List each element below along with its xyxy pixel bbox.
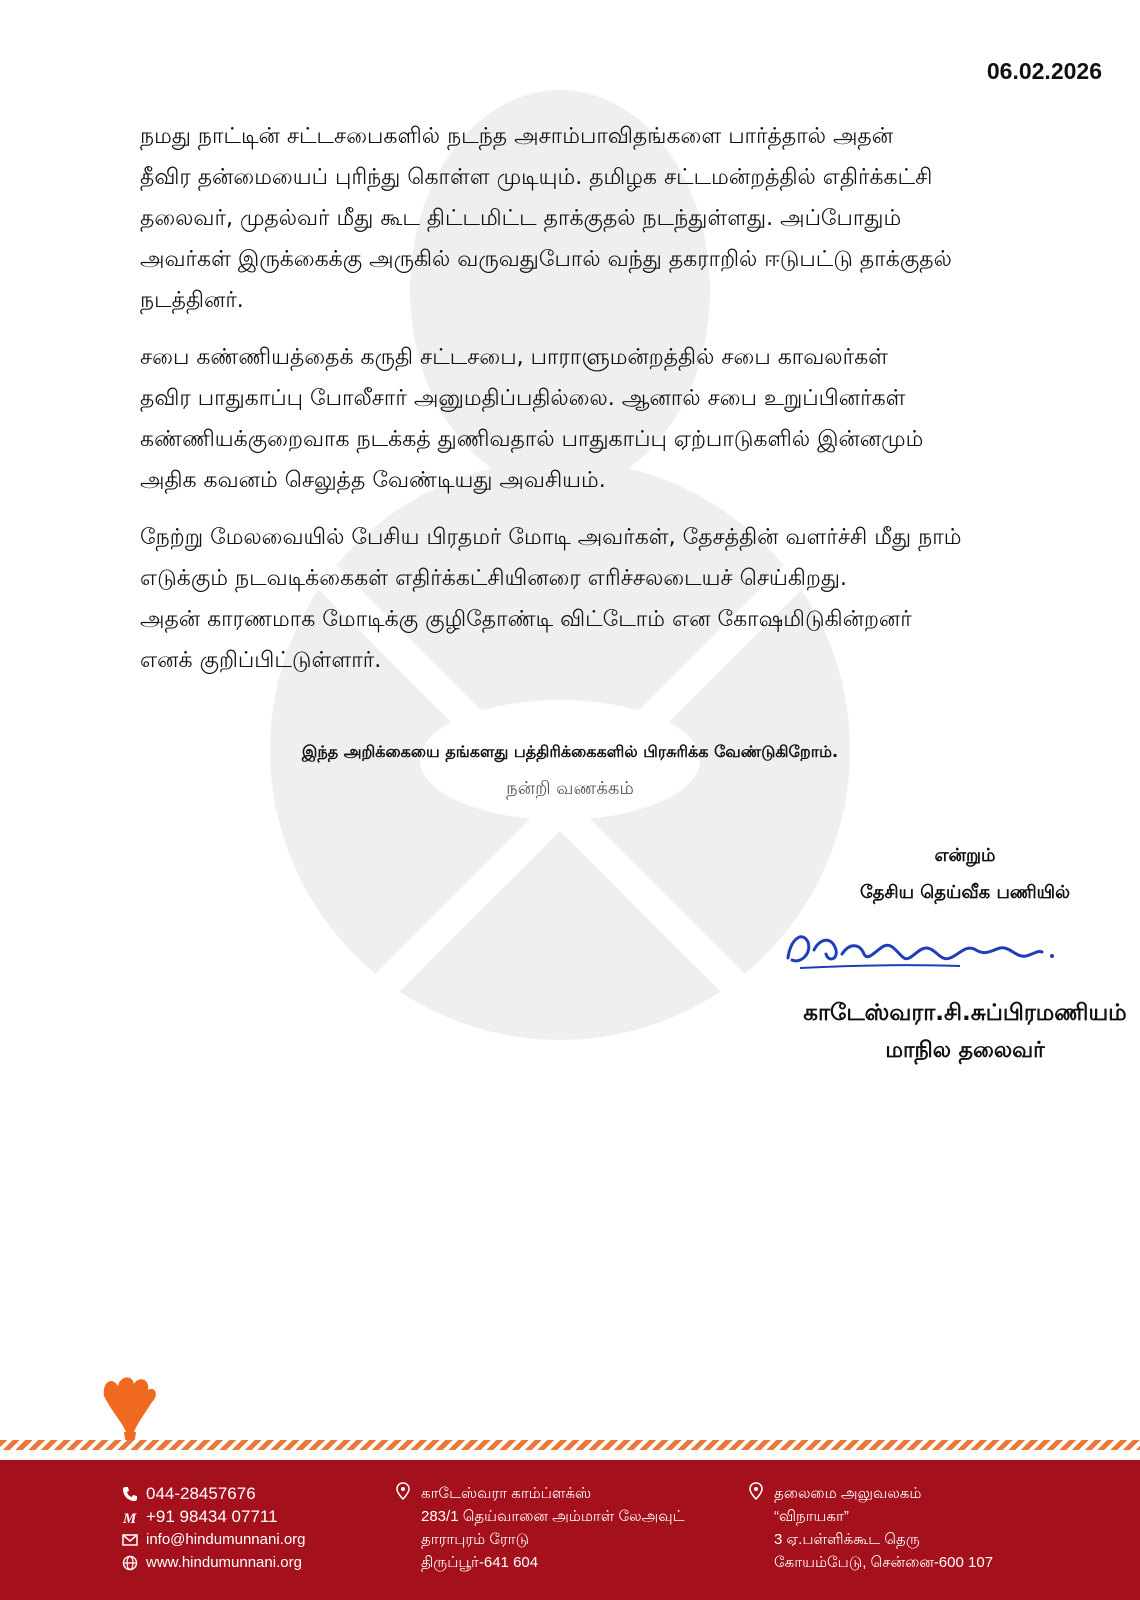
paragraph-2: சபை கண்ணியத்தைக் கருதி சட்டசபை, பாராளுமன்றத்தில் சபை காவலர்கள் தவிர பாதுகாப்பு போலீசார் அனுமதிப்பதில்லை. ஆனால் சபை உறுப்பினர்கள் கண்ணியக்குறைவாக நடக்கத் துணிவதால் பாதுகாப்பு ஏற்பாடுகளில் இன்னமும் அதிக கவனம் செலுத்த வேண்டியது அவசியம். <box>140 345 924 493</box>
mobile-row <box>122 1505 306 1528</box>
press-release-body <box>140 116 1100 697</box>
address1-line-1: காடேஸ்வரா காம்ப்ளக்ஸ் <box>421 1485 592 1502</box>
paragraph-1: நமது நாட்டின் சட்டசபைகளில் நடந்த அசாம்பாவிதங்களை பார்த்தால் அதன் தீவிர தன்மையைப் புரிந்து கொள்ள முடியும். தமிழக சட்டமன்றத்தில் எதிர்க்கட்சி தலைவர், முதல்வர் மீது கூட திட்டமிட்ட தாக்குதல் நடந்துள்ளது. அப்போதும் அவர்கள் இருக்கைக்கு அருகில் வருவதுபோல் வந்து தகராறில் ஈடுபட்டு தாக்குதல் நடத்தினர். <box>140 124 952 313</box>
email-address[interactable]: info@hindumunnani.org <box>146 1531 306 1548</box>
contact-column <box>122 1482 306 1574</box>
email-icon <box>122 1532 138 1548</box>
mobile-number[interactable]: +91 98434 07711 <box>146 1507 278 1526</box>
address1-line-4: திருப்பூர்-641 604 <box>421 1554 539 1571</box>
svg-text:M: M <box>123 1510 137 1525</box>
address-head-office <box>748 1482 993 1574</box>
decorative-border <box>0 1440 1140 1450</box>
footer <box>0 1460 1140 1600</box>
address2-line-1: தலைமை அலுவலகம் <box>774 1485 922 1502</box>
signoff-line-2: தேசிய தெய்வீக பணியில் <box>859 882 1071 903</box>
signatory-title: மாநில தலைவர் <box>885 1038 1045 1063</box>
email-row <box>122 1528 306 1551</box>
address1-line-3: தாராபுரம் ரோடு <box>421 1531 529 1548</box>
address2-line-2: “விநாயகா” <box>774 1508 849 1525</box>
location-pin-icon <box>395 1482 411 1502</box>
signoff-line-1: என்றும் <box>934 845 996 866</box>
document-date: 06.02.2026 <box>986 58 1102 84</box>
phone-icon <box>122 1486 138 1502</box>
thanks-line: நன்றி வணக்கம் <box>506 778 634 799</box>
mobile-icon <box>122 1509 138 1525</box>
website-row <box>122 1551 306 1574</box>
address1-line-2: 283/1 தெய்வானை அம்மாள் லேஅவுட் <box>421 1508 685 1525</box>
phone-number[interactable]: 044-28457676 <box>146 1484 256 1503</box>
publish-request: இந்த அறிக்கையை தங்களது பத்திரிக்கைகளில் பிரசுரிக்க வேண்டுகிறோம். <box>301 742 839 761</box>
paragraph-3: நேற்று மேலவையில் பேசிய பிரதமர் மோடி அவர்கள், தேசத்தின் வளர்ச்சி மீது நாம் எடுக்கும் நடவடிக்கைகள் எதிர்க்கட்சியினரை எரிச்சலடையச் செய்கிறது. அதன் காரணமாக மோடிக்கு குழிதோண்டி விட்டோம் என கோஷமிடுகின்றனர் எனக் குறிப்பிட்டுள்ளார். <box>140 525 962 673</box>
address2-line-3: 3 ஏ.பள்ளிக்கூட தெரு <box>774 1531 920 1548</box>
address-tiruppur <box>395 1482 685 1574</box>
signatory-name: காடேஸ்வரா.சி.சுப்பிரமணியம் <box>803 1000 1127 1026</box>
address2-line-4: கோயம்பேடு, சென்னை-600 107 <box>774 1554 994 1571</box>
location-pin-icon <box>748 1482 764 1502</box>
phone-row <box>122 1482 306 1505</box>
globe-icon <box>122 1555 138 1571</box>
website-link[interactable]: www.hindumunnani.org <box>146 1554 302 1571</box>
handwritten-signature <box>780 920 1070 980</box>
